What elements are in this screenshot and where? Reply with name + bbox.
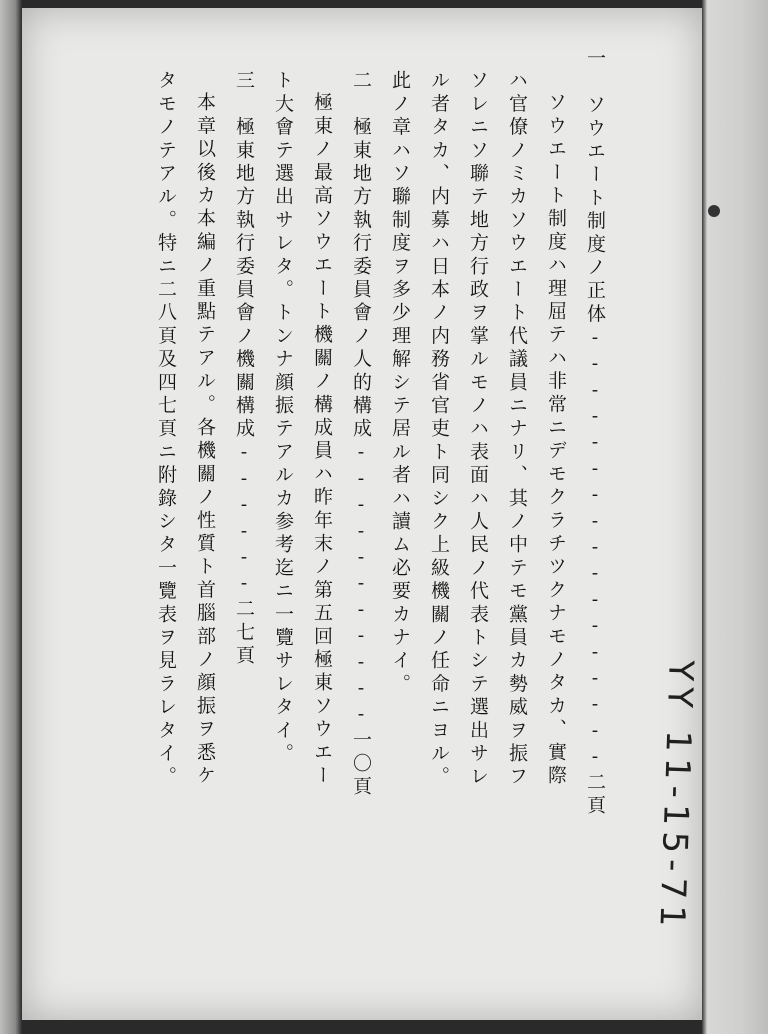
handwritten-margin-note: YY 11-15-71 <box>651 659 701 934</box>
text-column: 此ノ章ハソ聯制度ヲ多少理解シテ居ル者ハ讀ム必要カナイ。 <box>389 70 411 697</box>
left-binding-edge <box>0 0 22 1034</box>
text-column: タモノテアル。特ニ二八頁及四七頁ニ附錄シタ一覽表ヲ見ラレタイ。 <box>155 70 177 790</box>
text-column: ハ官僚ノミカソウエート代議員ニナリ、其ノ中テモ黨員カ勢威ヲ振フ <box>506 70 528 790</box>
text-column: ト大會テ選出サレタ。トンナ顔振テアルカ参考迄ニ一覽サレタイ。 <box>272 70 294 766</box>
text-column: 本章以後カ本編ノ重點テアル。各機關ノ性質ト首腦部ノ顔振ヲ悉ケ <box>194 92 216 788</box>
right-page-edge <box>702 0 768 1034</box>
ink-blot <box>708 205 720 217</box>
text-column: ソウエート制度ハ理屈テハ非常ニデモクラチツクナモノタカ、實際 <box>545 92 567 788</box>
section-heading-3: 三 極東地方執行委員會ノ機關構成------二七頁 <box>233 70 255 668</box>
text-column: ル者タカ、内募ハ日本ノ内務省官吏ト同シク上級機關ノ任命ニヨル。 <box>428 70 450 790</box>
text-column: ソレニソ聯テ地方行政ヲ掌ルモノハ表面ハ人民ノ代表トシテ選出サレ <box>467 70 489 790</box>
section-heading-1: 一 ソウエート制度ノ正体-----------------二頁 <box>584 48 606 819</box>
vertical-text-body <box>90 48 610 958</box>
text-column: 極東ノ最高ソウエート機關ノ構成員ハ昨年末ノ第五回極東ソウエー <box>311 92 333 788</box>
section-heading-2: 二 極東地方執行委員會ノ人的構成-----------一〇頁 <box>350 70 372 799</box>
